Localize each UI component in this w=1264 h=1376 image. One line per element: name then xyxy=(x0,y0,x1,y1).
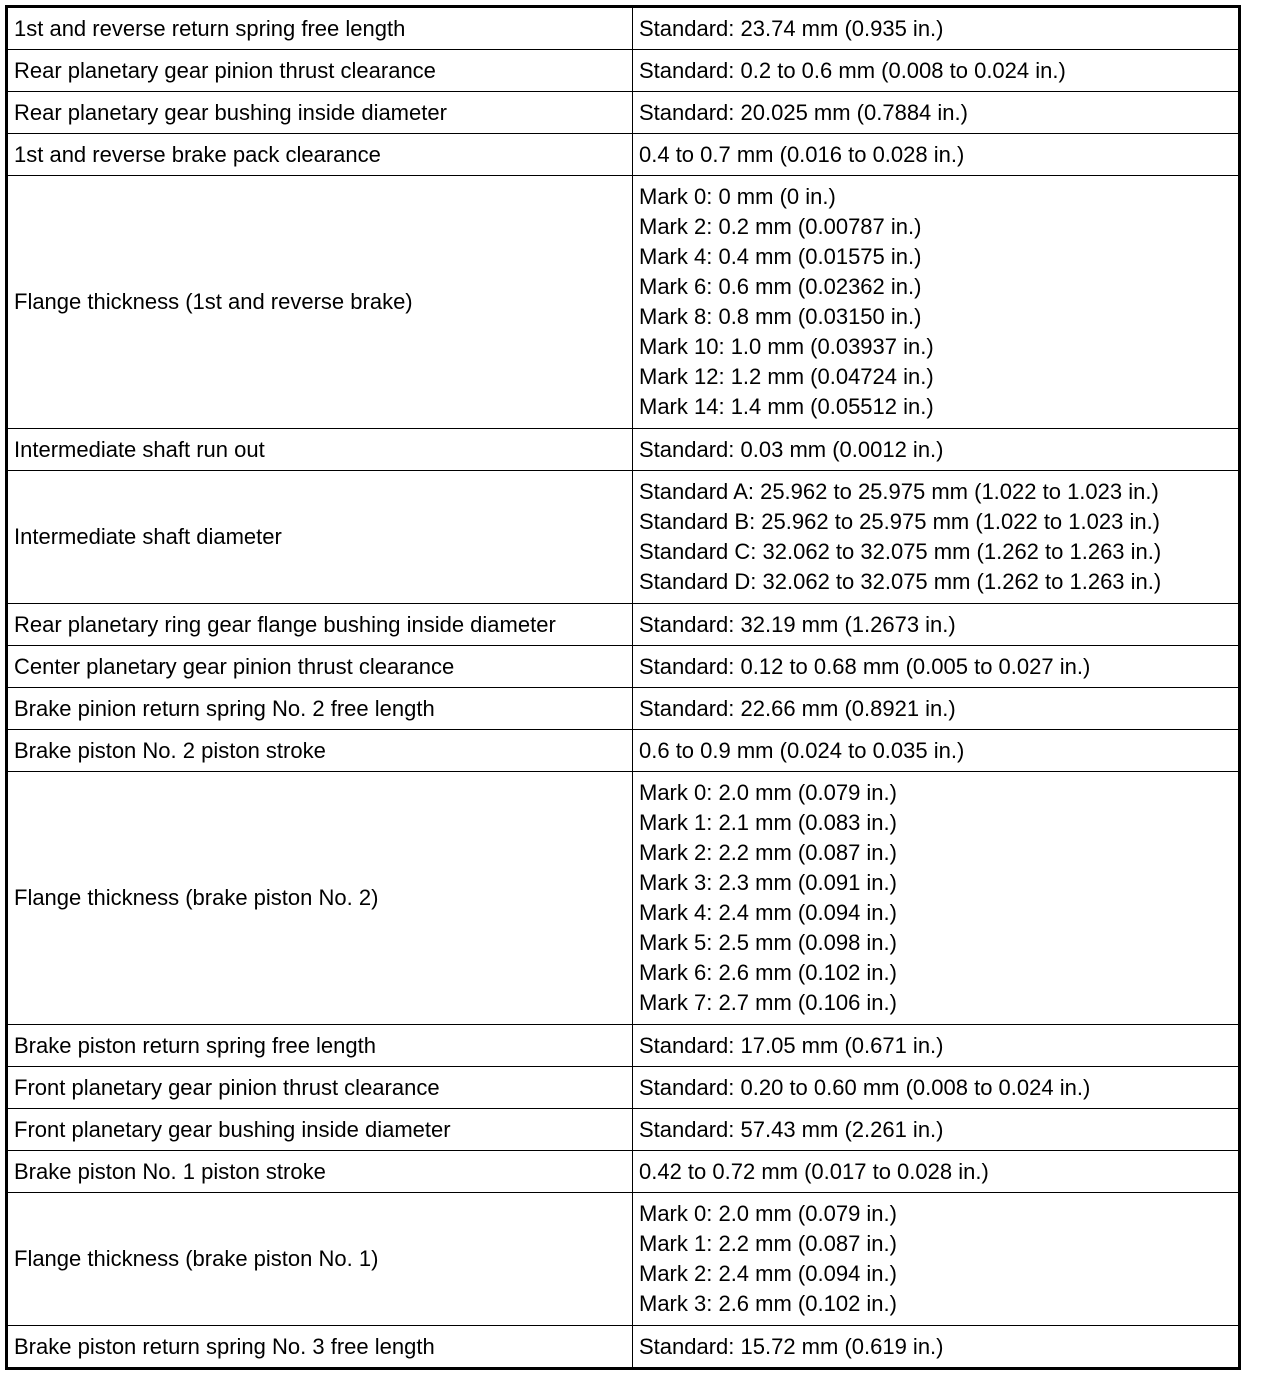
spec-value-line: Mark 2: 2.2 mm (0.087 in.) xyxy=(639,840,897,865)
spec-value-line: Mark 1: 2.2 mm (0.087 in.) xyxy=(639,1231,897,1256)
spec-value-cell xyxy=(633,688,1240,730)
spec-value-line: Mark 2: 0.2 mm (0.00787 in.) xyxy=(639,214,922,239)
spec-value-line: Standard: 0.2 to 0.6 mm (0.008 to 0.024 in.) xyxy=(639,57,1066,83)
spec-item-cell: Brake piston return spring free length xyxy=(7,1025,633,1067)
table-row xyxy=(7,429,1240,471)
spec-value-line: Mark 4: 2.4 mm (0.094 in.) xyxy=(639,900,897,925)
spec-item-cell: Front planetary gear bushing inside diameter xyxy=(7,1109,633,1151)
spec-item-cell: 1st and reverse return spring free length xyxy=(7,7,633,50)
spec-item-cell: Brake piston return spring No. 3 free length xyxy=(7,1326,633,1369)
table-row xyxy=(7,1025,1240,1067)
spec-item-cell: Front planetary gear pinion thrust clearance xyxy=(7,1067,633,1109)
table-row xyxy=(7,1193,1240,1326)
spec-value-line: Mark 3: 2.3 mm (0.091 in.) xyxy=(639,870,897,895)
spec-value-line: Standard: 57.43 mm (2.261 in.) xyxy=(639,1116,944,1142)
table-row xyxy=(7,1109,1240,1151)
table-row xyxy=(7,50,1240,92)
spec-value-cell xyxy=(633,1109,1240,1151)
spec-value-cell xyxy=(633,50,1240,92)
spec-value-cell xyxy=(633,471,1240,604)
spec-value-line: Standard: 23.74 mm (0.935 in.) xyxy=(639,15,944,41)
spec-value-line: Mark 0: 0 mm (0 in.) xyxy=(639,184,836,209)
spec-value-cell xyxy=(633,429,1240,471)
table-row xyxy=(7,772,1240,1025)
spec-value-cell xyxy=(633,1193,1240,1326)
spec-value-line: 0.42 to 0.72 mm (0.017 to 0.028 in.) xyxy=(639,1158,989,1184)
table-row xyxy=(7,688,1240,730)
table-row xyxy=(7,92,1240,134)
spec-table xyxy=(5,5,1241,1370)
spec-value-line: Standard C: 32.062 to 32.075 mm (1.262 to 1.263 in.) xyxy=(639,539,1162,564)
spec-item-cell: Intermediate shaft run out xyxy=(7,429,633,471)
spec-value-line: Mark 3: 2.6 mm (0.102 in.) xyxy=(639,1291,897,1316)
spec-value-cell xyxy=(633,772,1240,1025)
spec-value-line: 0.6 to 0.9 mm (0.024 to 0.035 in.) xyxy=(639,737,965,763)
spec-item-cell: Flange thickness (brake piston No. 1) xyxy=(7,1193,633,1326)
spec-value-cell xyxy=(633,604,1240,646)
spec-item-cell: Rear planetary ring gear flange bushing inside diameter xyxy=(7,604,633,646)
spec-value-cell xyxy=(633,134,1240,176)
spec-value-line: Standard B: 25.962 to 25.975 mm (1.022 to 1.023 in.) xyxy=(639,509,1161,534)
spec-item-cell: Rear planetary gear pinion thrust clearance xyxy=(7,50,633,92)
spec-value-line: Standard: 32.19 mm (1.2673 in.) xyxy=(639,611,956,637)
spec-value-line: Mark 8: 0.8 mm (0.03150 in.) xyxy=(639,304,922,329)
spec-value-line: Mark 7: 2.7 mm (0.106 in.) xyxy=(639,990,897,1015)
spec-item-cell: Flange thickness (brake piston No. 2) xyxy=(7,772,633,1025)
spec-item-cell: Rear planetary gear bushing inside diameter xyxy=(7,92,633,134)
spec-item-cell: Brake piston No. 1 piston stroke xyxy=(7,1151,633,1193)
spec-value-line: 0.4 to 0.7 mm (0.016 to 0.028 in.) xyxy=(639,141,965,167)
table-row xyxy=(7,1326,1240,1369)
spec-item-cell: Intermediate shaft diameter xyxy=(7,471,633,604)
spec-item-cell: 1st and reverse brake pack clearance xyxy=(7,134,633,176)
spec-item-cell: Flange thickness (1st and reverse brake) xyxy=(7,176,633,429)
table-row xyxy=(7,730,1240,772)
spec-value-cell xyxy=(633,176,1240,429)
table-row xyxy=(7,1067,1240,1109)
spec-value-line: Mark 2: 2.4 mm (0.094 in.) xyxy=(639,1261,897,1286)
spec-value-line: Mark 10: 1.0 mm (0.03937 in.) xyxy=(639,334,934,359)
spec-value-cell xyxy=(633,1151,1240,1193)
spec-value-cell xyxy=(633,1025,1240,1067)
table-row xyxy=(7,471,1240,604)
spec-value-line: Standard: 0.03 mm (0.0012 in.) xyxy=(639,436,944,462)
table-row xyxy=(7,176,1240,429)
spec-value-line: Mark 0: 2.0 mm (0.079 in.) xyxy=(639,1201,897,1226)
table-row xyxy=(7,134,1240,176)
table-row xyxy=(7,1151,1240,1193)
spec-value-line: Mark 12: 1.2 mm (0.04724 in.) xyxy=(639,364,934,389)
spec-value-line: Standard: 0.12 to 0.68 mm (0.005 to 0.027 in.) xyxy=(639,653,1091,679)
spec-value-cell xyxy=(633,92,1240,134)
spec-value-cell xyxy=(633,646,1240,688)
spec-value-cell xyxy=(633,7,1240,50)
spec-value-line: Standard: 22.66 mm (0.8921 in.) xyxy=(639,695,956,721)
spec-value-line: Standard A: 25.962 to 25.975 mm (1.022 to 1.023 in.) xyxy=(639,479,1159,504)
spec-item-cell: Brake pinion return spring No. 2 free length xyxy=(7,688,633,730)
spec-value-cell xyxy=(633,730,1240,772)
spec-value-line: Mark 5: 2.5 mm (0.098 in.) xyxy=(639,930,897,955)
spec-item-cell: Center planetary gear pinion thrust clearance xyxy=(7,646,633,688)
spec-item-cell: Brake piston No. 2 piston stroke xyxy=(7,730,633,772)
spec-value-cell xyxy=(633,1067,1240,1109)
spec-value-line: Standard: 0.20 to 0.60 mm (0.008 to 0.024 in.) xyxy=(639,1074,1091,1100)
spec-value-cell xyxy=(633,1326,1240,1369)
table-row xyxy=(7,604,1240,646)
spec-value-line: Mark 14: 1.4 mm (0.05512 in.) xyxy=(639,394,934,419)
spec-value-line: Mark 4: 0.4 mm (0.01575 in.) xyxy=(639,244,922,269)
spec-table-body xyxy=(7,7,1240,1369)
table-row xyxy=(7,7,1240,50)
spec-value-line: Mark 6: 2.6 mm (0.102 in.) xyxy=(639,960,897,985)
spec-value-line: Standard D: 32.062 to 32.075 mm (1.262 to 1.263 in.) xyxy=(639,569,1162,594)
spec-value-line: Standard: 15.72 mm (0.619 in.) xyxy=(639,1333,944,1359)
spec-value-line: Mark 6: 0.6 mm (0.02362 in.) xyxy=(639,274,922,299)
spec-value-line: Mark 0: 2.0 mm (0.079 in.) xyxy=(639,780,897,805)
spec-value-line: Standard: 17.05 mm (0.671 in.) xyxy=(639,1032,944,1058)
spec-value-line: Mark 1: 2.1 mm (0.083 in.) xyxy=(639,810,897,835)
spec-value-line: Standard: 20.025 mm (0.7884 in.) xyxy=(639,99,968,125)
table-row xyxy=(7,646,1240,688)
